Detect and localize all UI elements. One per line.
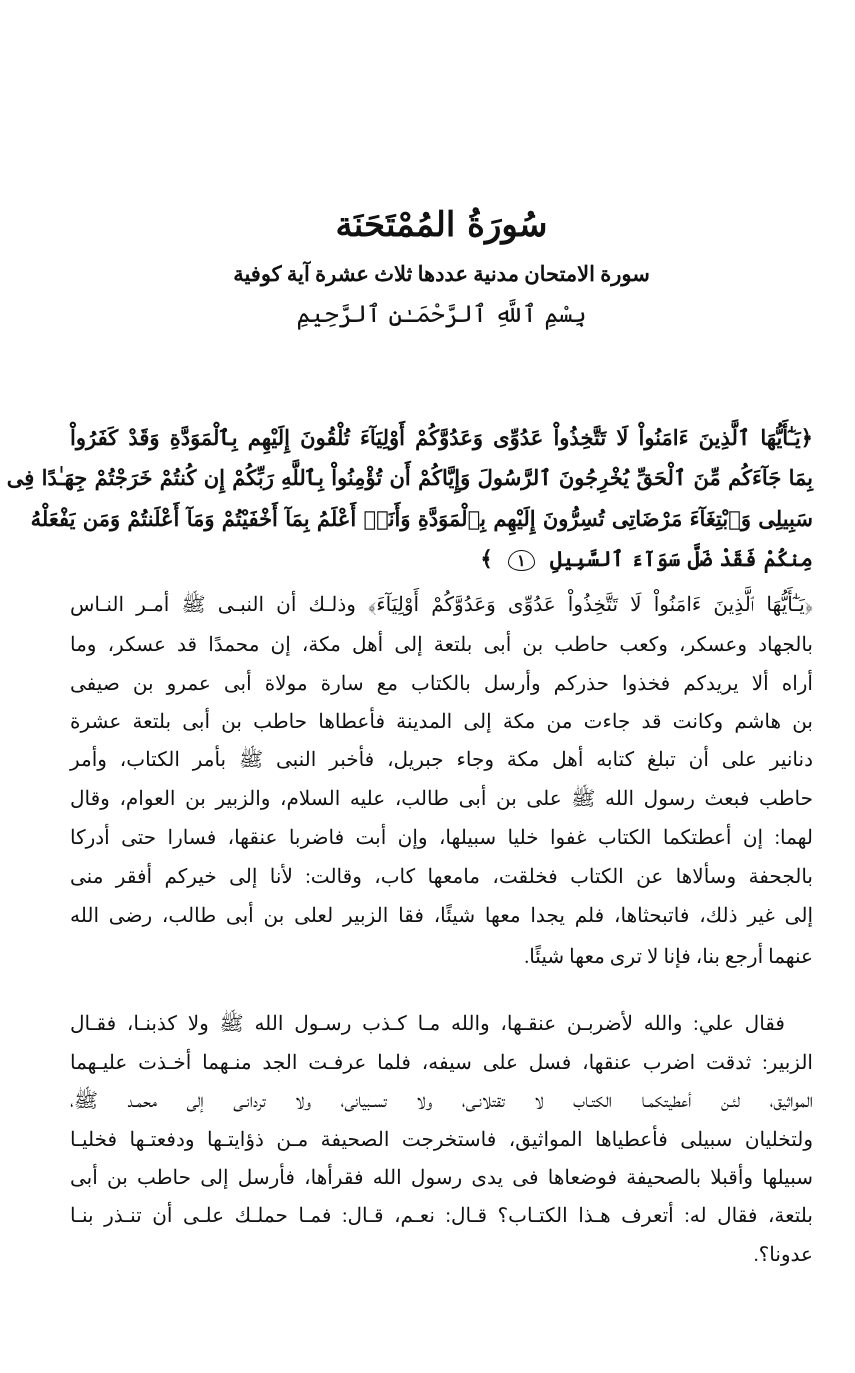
paragraph-line: فقال علي: والله لأضربـن عنقـها، والله مـا كـذب رسـول الله ﷺ ولا كذبنـا، فقـال — [70, 1013, 785, 1035]
verse-line: ﴿يَـٰٓأَيُّهَا ٱلَّذِينَ ءَامَنُواْ لَا تَتَّخِذُواْ عَدُوِّى وَعَدُوَّكُمْ أَوْلِيَآءَ تُلْقُونَ إِلَيْهِم بِٱلْمَوَدَّةِ وَقَدْ كَفَرُواْ — [70, 425, 813, 450]
verse-line: مِنكُمْ فَقَدْ ضَلَّ سَوَآءَ ٱلسَّبِيلِ — [549, 546, 813, 571]
ayah-number-marker: ١ — [508, 550, 535, 571]
book-page — [6, 0, 814, 1373]
basmala: بِسْمِ ٱللَّهِ ٱلرَّحْمَـٰنِ ٱلرَّحِيمِ — [296, 300, 587, 328]
verse-line: سَبِيلِى وَٱبْتِغَآءَ مَرْضَاتِى تُسِرُّونَ إِلَيْهِم بِٱلْمَوَدَّةِ وَأَنَا۠ أَعْلَمُ بِمَآ أَخْفَيْتُمْ وَمَآ أَعْلَنتُمْ وَمَن يَفْعَلْهُ — [30, 506, 813, 531]
paragraph-line: سبيلها وأقبلا بالصحيفة فوضعاها فى يدى رسول الله فقرأها، فأرسل إلى حاطب بن أبى — [70, 1167, 813, 1189]
paragraph-line: حاطب فبعث رسول الله ﷺ على بن أبى طالب، عليه السلام، والزبير بن العوام، وقال — [70, 788, 813, 810]
verse-line: بِمَا جَآءَكُم مِّنَ ٱلْحَقِّ يُخْرِجُونَ ٱلرَّسُولَ وَإِيَّاكُمْ أَن تُؤْمِنُواْ بِٱللَّهِ رَبِّكُمْ إِن كُنتُمْ خَرَجْتُمْ جِهَـٰدًا فِى — [6, 465, 813, 490]
paragraph-line: الزبير: ثدقت اضرب عنقها، فسل على سيفه، فلما عرفـت الجد منـهما أخـذت عليـهما — [70, 1052, 813, 1074]
verse-line-last — [70, 546, 813, 571]
surah-subtitle: سورة الامتحان مدنية عددها ثلاث عشرة آية كوفية — [233, 262, 650, 286]
paragraph-line: عنهما أرجع بنا، فإنا لا ترى معها شيئًا. — [524, 946, 813, 968]
paragraph-line: لهما: إن أعطتكما الكتاب غفوا خليا سبيلها، وإن أبت فاضربا عنقها، فسارا حتى أدركا — [70, 827, 813, 849]
paragraph-line: ولتخليان سبيلى فأعطياها المواثيق، فاستخرجت الصحيفة مـن ذؤايتـها ودفعتـها فخليـا — [70, 1129, 813, 1151]
closing-bracket: ﴾ — [480, 546, 493, 571]
paragraph-line: بلتعة، فقال له: أتعرف هـذا الكتـاب؟ قـال: نعـم، قـال: فمـا حملـك علـى أن تنـذر بنـا — [70, 1205, 813, 1227]
paragraph-line: عدونا؟. — [753, 1244, 813, 1266]
paragraph-line: أراه ألا يريدكم فخذوا حذركم وأرسل بالكتاب مع سارة مولاة أبى عمرو بن صيفى — [70, 673, 813, 695]
surah-title: سُورَةُ المُمْتَحَنَة — [335, 205, 548, 245]
paragraph-line: بن هاشم وكانت قد جاءت من مكة إلى المدينة فأعطاها حاطب بن أبى بلتعة عشرة — [70, 711, 813, 733]
paragraph-line: بالجهاد وعسكر، وكعب حاطب بن أبى بلتعة إلى أهل مكة، إن محمدًا قد عسكر، وما — [70, 634, 813, 656]
paragraph-line: إلى غير ذلك، فاتبحثاها، فلم يجدا معها شيئًا، فقا الزبير لعلى بن أبى طالب، رضى الله — [70, 905, 813, 927]
paragraph-line: بالجحفة وسألاها عن الكتاب فخلقت، مامعها كاب، وقالت: لأنا إلى خيركم أفقر منى — [70, 866, 813, 888]
paragraph-line: المواثيق، لئـن أعطيتكمـا الكتـاب لا تقتلانـى، ولا تسـبيانى، ولا تردانـى إلى محمـد ﷺ، — [70, 1090, 813, 1112]
paragraph-line: دنانير على أن تبلغ كتابه أهل مكة وجاء جبريل، فأخبر النبى ﷺ بأمر الكتاب، وأمر — [70, 749, 813, 771]
paragraph-line: ﴿يَـٰٓأَيُّهَا ٱلَّذِينَ ءَامَنُواْ لَا تَتَّخِذُواْ عَدُوِّى وَعَدُوَّكُمْ أَوْلِيَآءَ﴾ وذلـك أن النبـى ﷺ أمـر النـاس — [70, 594, 814, 616]
